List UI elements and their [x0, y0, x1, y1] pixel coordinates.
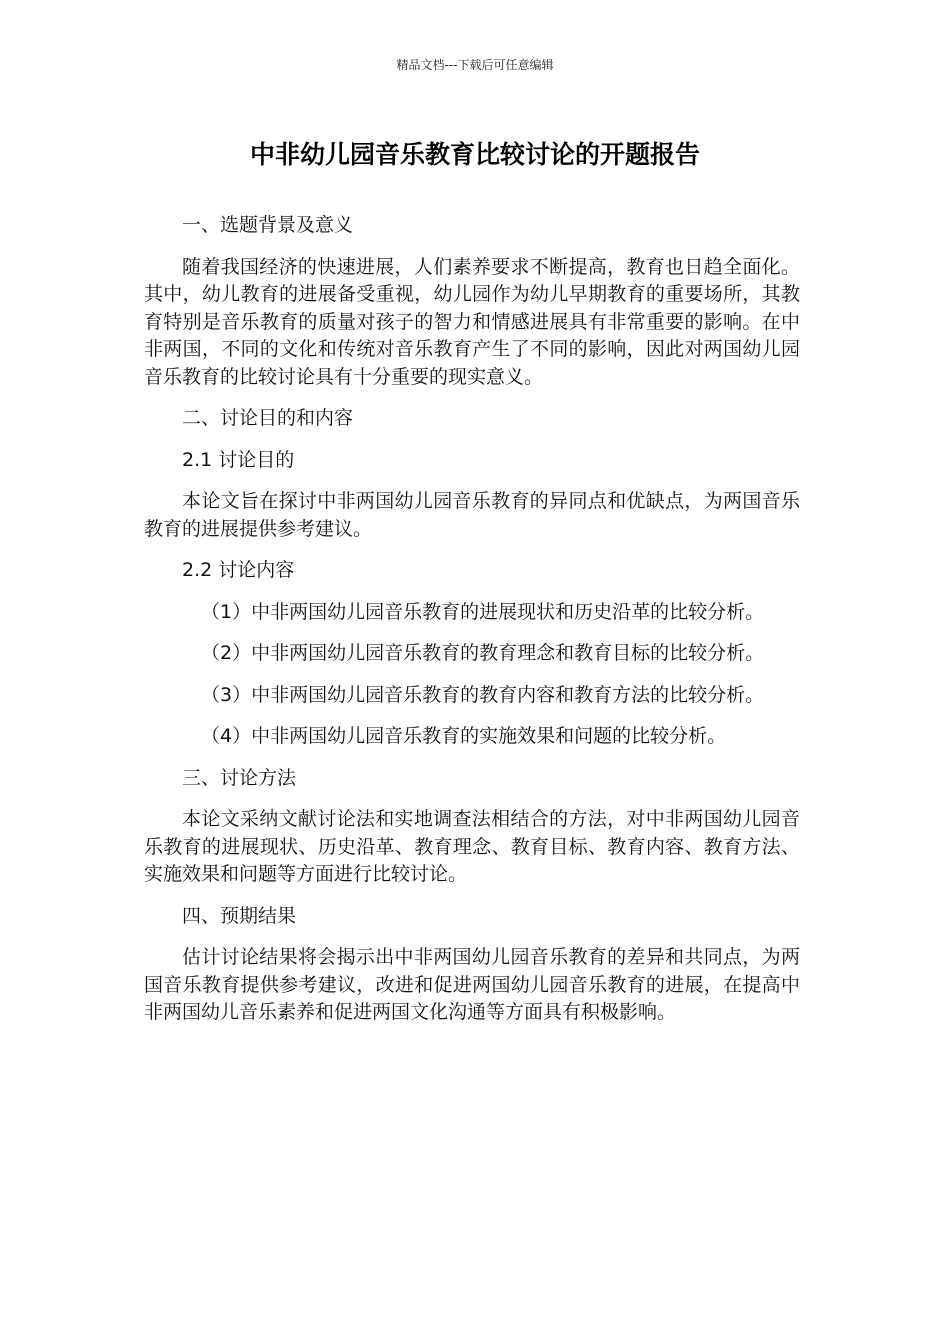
document-body	[144, 212, 800, 1041]
paragraph-background: 随着我国经济的快速进展，人们素养要求不断提高，教育也日趋全面化。其中，幼儿教育的进展备受重视，幼儿园作为幼儿早期教育的重要场所，其教育特别是音乐教育的质量对孩子的智力和情感进展具有非常重要的影响。在中非两国，不同的文化和传统对音乐教育产生了不同的影响，因此对两国幼儿园音乐教育的比较讨论具有十分重要的现实意义。	[144, 255, 800, 388]
paragraph-methods: 本论文采纳文献讨论法和实地调查法相结合的方法，对中非两国幼儿园音乐教育的进展现状、历史沿革、教育理念、教育目标、教育内容、教育方法、实施效果和问题等方面进行比较讨论。	[144, 808, 800, 885]
subsection-heading-content: 2.2 讨论内容	[182, 559, 295, 581]
section-heading-methods: 三、讨论方法	[182, 766, 297, 789]
paragraph-expected-results: 估计讨论结果将会揭示出中非两国幼儿园音乐教育的差异和共同点，为两国音乐教育提供参考建议，改进和促进两国幼儿园音乐教育的进展，在提高中非两国幼儿音乐素养和促进两国文化沟通等方面具有积极影响。	[144, 946, 800, 1023]
section-heading-purpose-content: 二、讨论目的和内容	[182, 407, 354, 429]
paragraph-purpose: 本论文旨在探讨中非两国幼儿园音乐教育的异同点和优缺点，为两国音乐教育的进展提供参考建议。	[144, 490, 800, 540]
header-note: 精品文档---下载后可任意编辑	[396, 58, 554, 72]
section-heading-background: 一、选题背景及意义	[182, 214, 354, 236]
list-item: （1）中非两国幼儿园音乐教育的进展现状和历史沿革的比较分析。	[201, 600, 765, 623]
list-item: （2）中非两国幼儿园音乐教育的教育理念和教育目标的比较分析。	[201, 642, 765, 664]
list-item: （3）中非两国幼儿园音乐教育的教育内容和教育方法的比较分析。	[201, 683, 765, 706]
section-heading-expected-results: 四、预期结果	[182, 904, 297, 927]
list-item: （4）中非两国幼儿园音乐教育的实施效果和问题的比较分析。	[201, 725, 727, 747]
document-title: 中非幼儿园音乐教育比较讨论的开题报告	[249, 140, 700, 169]
subsection-heading-purpose: 2.1 讨论目的	[182, 448, 295, 471]
